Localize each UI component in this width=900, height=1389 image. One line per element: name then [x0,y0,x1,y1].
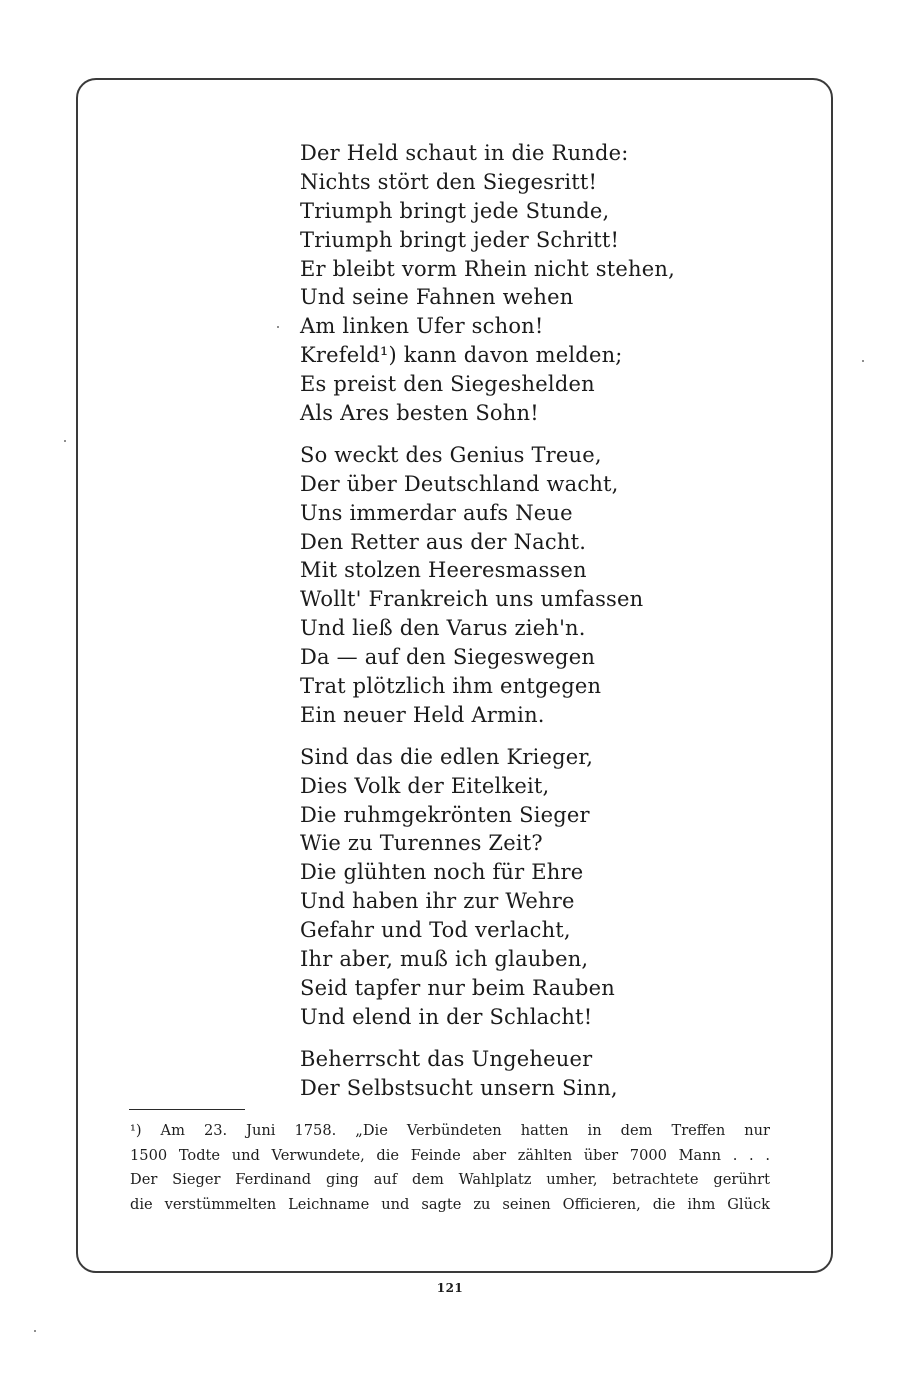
footnote [130,1119,770,1217]
verse-line: Und ließ den Varus zieh'n. [300,616,586,641]
footnote-line: die verstümmelten Leichname und sagte zu seinen Officieren, die ihm Glück [130,1195,770,1213]
verse-line: Es preist den Siegeshelden [300,372,595,397]
footnote-line: 1500 Todte und Verwundete, die Feinde aber zählten über 7000 Mann . . . [130,1146,770,1164]
verse-line: Er bleibt vorm Rhein nicht stehen, [300,256,675,281]
verse-line: Triumph bringt jede Stunde, [300,198,610,223]
verse-line: Seid tapfer nur beim Rauben [300,975,616,1000]
verse-line: Wie zu Turennes Zeit? [300,831,543,856]
verse-line: Da — auf den Siegeswegen [300,645,596,670]
verse-line: Sind das die edlen Krieger, [300,744,594,769]
verse-line: Am linken Ufer schon! [300,314,544,339]
verse-line: Nichts stört den Siegesritt! [300,169,598,194]
stanza-4 [300,1045,800,1103]
footnote-line: ¹) Am 23. Juni 1758. „Die Verbündeten hatten in dem Treffen nur [130,1122,770,1139]
verse-line: Ihr aber, muß ich glauben, [300,947,589,972]
stanza-3 [300,743,800,1032]
page-number: 121 [436,1281,464,1295]
stanza-2 [300,441,800,730]
verse-line: Und haben ihr zur Wehre [300,889,575,914]
verse-line: Die ruhmgekrönten Sieger [300,802,590,827]
verse-line: Der Held schaut in die Runde: [300,141,629,165]
verse-line: Wollt' Frankreich uns umfassen [300,587,644,612]
footnote-separator [129,1109,245,1110]
stanza-1 [300,139,800,428]
verse-line: Der Selbstsucht unsern Sinn, [300,1075,618,1100]
verse-line: Trat plötzlich ihm entgegen [300,674,602,699]
verse-line: Die glühten noch für Ehre [300,860,584,885]
poem [300,139,800,1116]
scan-speck [277,326,279,328]
verse-line: Der über Deutschland wacht, [300,471,619,496]
verse-line: Dies Volk der Eitelkeit, [300,773,550,798]
scan-speck [64,440,66,442]
verse-line: Als Ares besten Sohn! [300,401,539,426]
verse-line: Und elend in der Schlacht! [300,1004,593,1029]
verse-line: Triumph bringt jeder Schritt! [300,227,620,252]
scan-speck [34,1330,36,1332]
verse-line: Und seine Fahnen wehen [300,285,574,310]
verse-line-with-footnote-marker: Krefeld¹) kann davon melden; [300,343,623,368]
verse-line: Ein neuer Held Armin. [300,702,545,727]
verse-line: Beherrscht das Ungeheuer [300,1046,593,1071]
footnote-line: Der Sieger Ferdinand ging auf dem Wahlplatz umher, betrachtete gerührt [130,1171,770,1188]
verse-line: Gefahr und Tod verlacht, [300,918,571,943]
verse-line: Uns immerdar aufs Neue [300,500,573,525]
verse-line: Den Retter aus der Nacht. [300,529,587,554]
scan-speck [862,360,864,362]
verse-line: So weckt des Genius Treue, [300,442,602,467]
verse-line: Mit stolzen Heeresmassen [300,558,587,583]
